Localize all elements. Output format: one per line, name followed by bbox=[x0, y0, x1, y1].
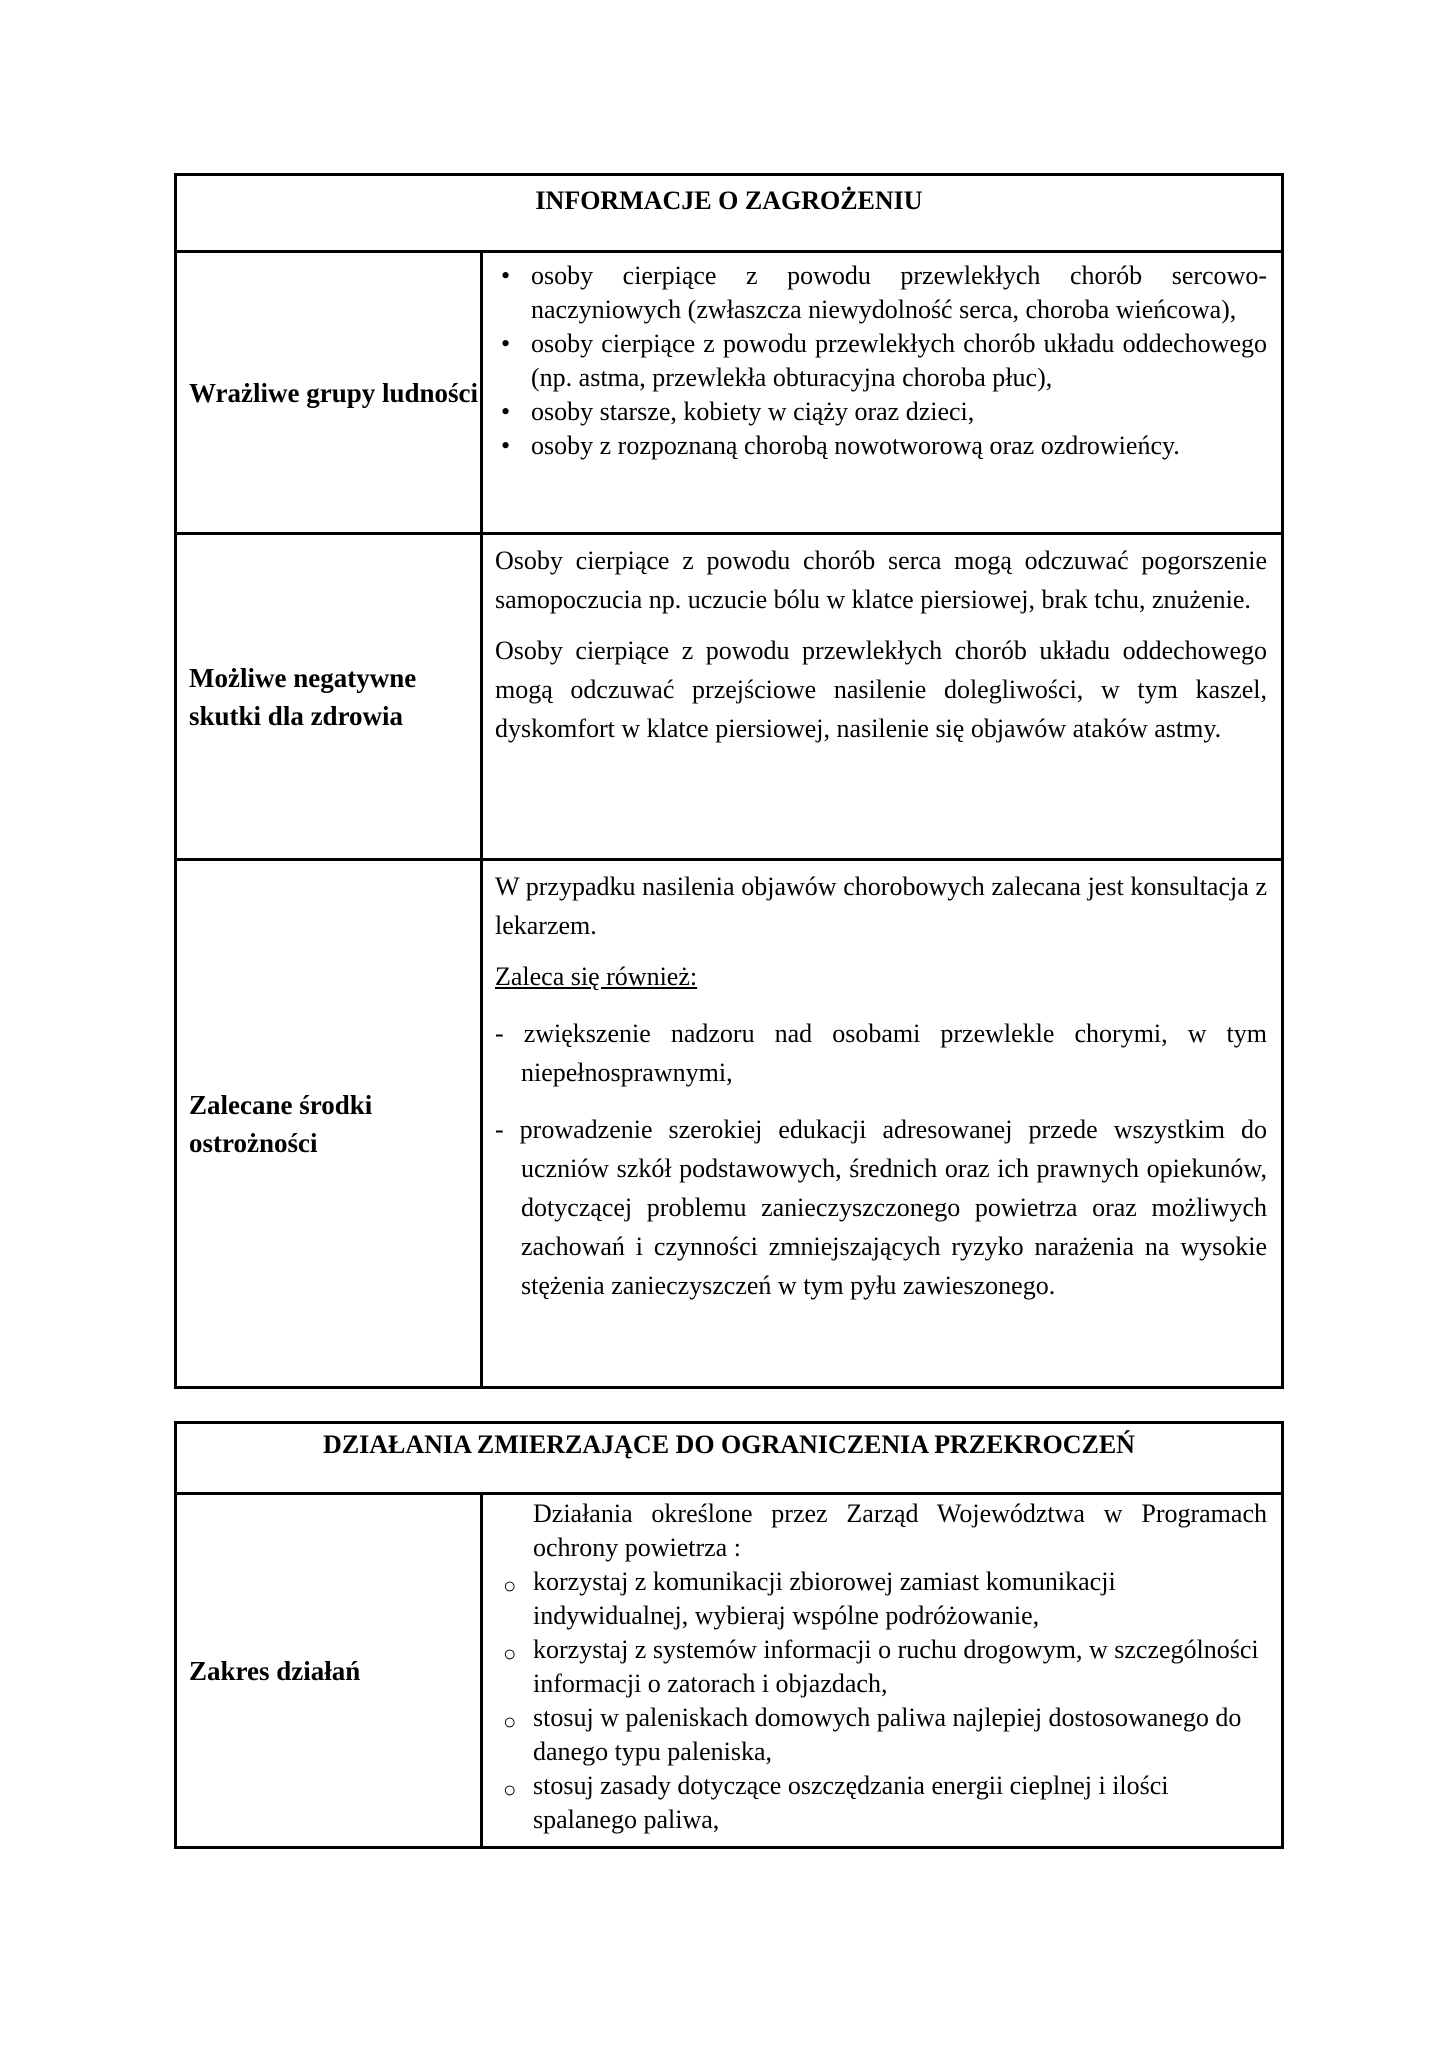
precautions-subheading: Zaleca się również: bbox=[495, 962, 698, 991]
list-item: ○ stosuj w paleniskach domowych paliwa najlepiej dostosowanego do danego typu paleniska, bbox=[503, 1703, 1242, 1766]
bullet-icon: • bbox=[501, 397, 511, 426]
list-item: ○ korzystaj z komunikacji zbiorowej zamiast komunikacji indywidualnej, wybieraj wspólne podróżowanie, bbox=[503, 1567, 1116, 1630]
scope-label: Zakres działań bbox=[176, 1494, 482, 1848]
precautions-content bbox=[482, 860, 1283, 1388]
health-effects-label: Możliwe negatywne skutki dla zdrowia bbox=[176, 534, 482, 860]
circle-bullet-icon: ○ bbox=[503, 1641, 517, 1666]
precautions-label: Zalecane środki ostrożności bbox=[176, 860, 482, 1388]
health-effects-paragraph-1: Osoby cierpiące z powodu chorób serca mogą odczuwać pogorszenie samopoczucia np. uczucie bólu w klatce piersiowej, brak tchu, znużenie. bbox=[495, 546, 1267, 614]
list-item: • osoby z rozpoznaną chorobą nowotworową oraz ozdrowieńcy. bbox=[495, 429, 1267, 463]
health-effects-content bbox=[482, 534, 1283, 860]
vulnerable-groups-content bbox=[482, 252, 1283, 534]
precautions-paragraph-1: W przypadku nasilenia objawów chorobowych zalecana jest konsultacja z lekarzem. bbox=[495, 872, 1267, 940]
hazard-info-header: INFORMACJE O ZAGROŻENIU bbox=[176, 175, 1283, 252]
circle-bullet-icon: ○ bbox=[503, 1709, 517, 1734]
circle-bullet-icon: ○ bbox=[503, 1777, 517, 1802]
scope-list bbox=[495, 1565, 1267, 1837]
health-effects-paragraph-2: Osoby cierpiące z powodu przewlekłych chorób układu oddechowego mogą odczuwać przejściowe nasilenie dolegliwości, w tym kaszel, dyskomfort w klatce piersiowej, nasilenie się objawów ataków astmy. bbox=[495, 636, 1267, 743]
list-item: ○ stosuj zasady dotyczące oszczędzania energii cieplnej i ilości spalanego paliwa, bbox=[503, 1771, 1169, 1834]
list-item: • osoby cierpiące z powodu przewlekłych chorób układu oddechowego (np. astma, przewlekła obturacyjna choroba płuc), bbox=[501, 329, 1267, 392]
actions-table bbox=[174, 1421, 1284, 1849]
scope-content bbox=[482, 1494, 1283, 1848]
list-item: • osoby starsze, kobiety w ciąży oraz dzieci, bbox=[495, 395, 1267, 429]
bullet-icon: • bbox=[501, 431, 511, 460]
vulnerable-groups-list bbox=[495, 259, 1267, 463]
bullet-icon: • bbox=[501, 329, 511, 358]
vulnerable-groups-label: Wrażliwe grupy ludności bbox=[176, 252, 482, 534]
actions-header: DZIAŁANIA ZMIERZAJĄCE DO OGRANICZENIA PRZEKROCZEŃ bbox=[176, 1423, 1283, 1494]
list-item: ○ korzystaj z systemów informacji o ruchu drogowym, w szczególności informacji o zatorach i objazdach, bbox=[503, 1635, 1259, 1698]
list-item: • osoby cierpiące z powodu przewlekłych chorób sercowo-naczyniowych (zwłaszcza niewydolność serca, choroba wieńcowa), bbox=[501, 261, 1267, 324]
precautions-dash-item-2: - prowadzenie szerokiej edukacji adresowanej przede wszystkim do uczniów szkół podstawowych, średnich oraz ich prawnych opiekunów, dotyczącej problemu zanieczyszczonego powietrza oraz możliwych zachowań i czynności zmniejszających ryzyko narażenia na wysokie stężenia zanieczyszczeń w tym pyłu zawieszonego. bbox=[495, 1115, 1267, 1300]
precautions-dash-item-1: - zwiększenie nadzoru nad osobami przewlekle chorymi, w tym niepełnosprawnymi, bbox=[495, 1019, 1267, 1087]
scope-intro: Działania określone przez Zarząd Województwa w Programach ochrony powietrza : bbox=[533, 1499, 1267, 1562]
hazard-info-table bbox=[174, 173, 1284, 1389]
circle-bullet-icon: ○ bbox=[503, 1573, 517, 1598]
bullet-icon: • bbox=[501, 261, 511, 290]
